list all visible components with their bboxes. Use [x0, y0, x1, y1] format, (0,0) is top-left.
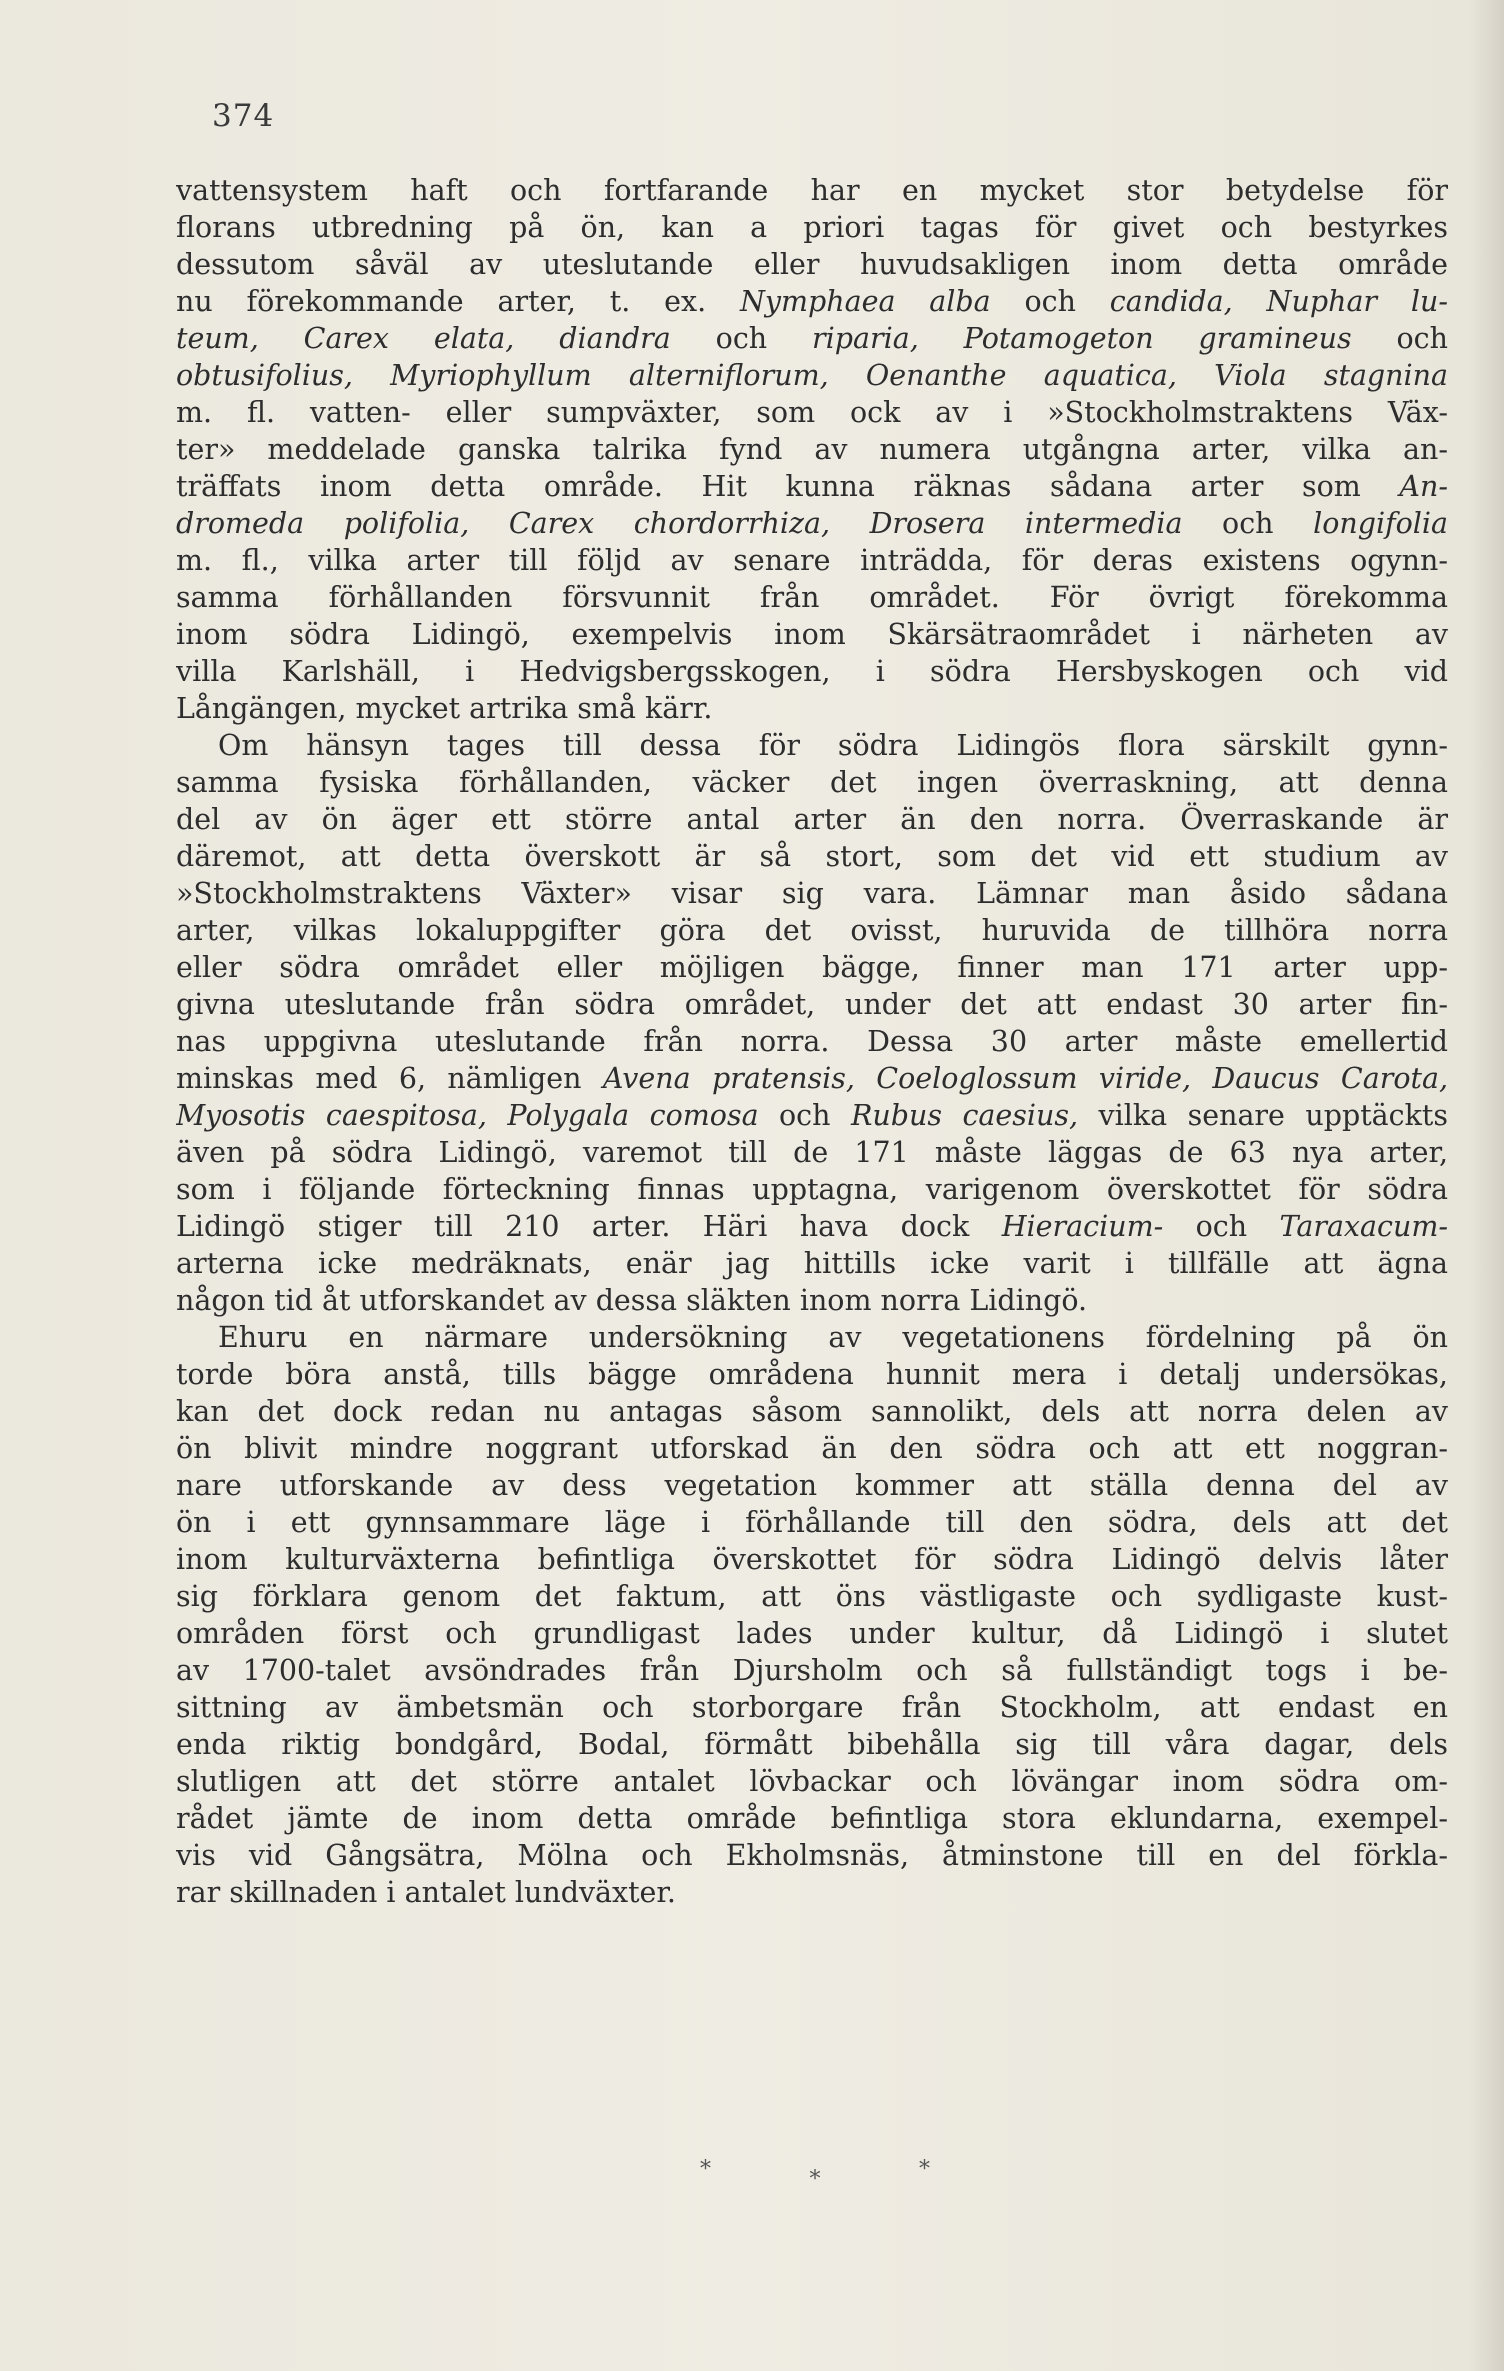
text-line — [176, 912, 1448, 949]
text-segment: även på södra Lidingö, varemot till de 171 måste läggas de 63 nya arter, — [176, 1136, 1448, 1169]
text-line — [176, 1837, 1448, 1874]
text-line — [176, 727, 1448, 764]
text-segment: som i följande förteckning finnas upptagna, varigenom överskottet för södra — [176, 1173, 1448, 1206]
text-segment: kan det dock redan nu antagas såsom sannolikt, dels att norra delen av — [176, 1395, 1448, 1428]
text-line — [176, 172, 1448, 209]
text-segment: Långängen, mycket artrika små kärr. — [176, 692, 713, 725]
text-line — [176, 1319, 1448, 1356]
italic-species-name: obtusifolius, Myriophyllum alterniflorum, Oenanthe aquatica, Viola stagnina — [176, 359, 1448, 392]
italic-species-name: Rubus caesius, — [850, 1099, 1079, 1132]
text-segment: nas uppgivna uteslutande från norra. Dessa 30 arter måste emellertid — [176, 1025, 1448, 1058]
text-line — [176, 1134, 1448, 1171]
text-segment: nu förekommande arter, t. ex. — [176, 285, 740, 318]
text-segment: sittning av ämbetsmän och storborgare från Stockholm, att endast en — [176, 1691, 1448, 1724]
text-segment: dessutom såväl av uteslutande eller huvudsakligen inom detta område — [176, 248, 1448, 281]
text-segment: enda riktig bondgård, Bodal, förmått bibehålla sig till våra dagar, dels — [176, 1728, 1448, 1761]
text-line — [176, 1541, 1448, 1578]
text-line — [176, 875, 1448, 912]
text-segment: sig förklara genom det faktum, att öns västligaste och sydligaste kust- — [176, 1580, 1448, 1613]
text-segment: vis vid Gångsätra, Mölna och Ekholmsnäs, åtminstone till en del förkla- — [176, 1839, 1448, 1872]
text-line — [176, 764, 1448, 801]
text-segment: och — [1163, 1210, 1280, 1243]
text-segment: träffats inom detta område. Hit kunna räknas sådana arter som — [176, 470, 1400, 503]
text-segment: av 1700-talet avsöndrades från Djursholm och så fullständigt togs i be- — [176, 1654, 1448, 1687]
text-line — [176, 1282, 1448, 1319]
text-segment: eller södra området eller möjligen bägge, finner man 171 arter upp- — [176, 951, 1448, 984]
text-line — [176, 1245, 1448, 1282]
text-line — [176, 1097, 1448, 1134]
text-line — [176, 1430, 1448, 1467]
text-line — [176, 949, 1448, 986]
text-segment: och — [1182, 507, 1314, 540]
italic-species-name: dromeda polifolia, Carex chordorrhiza, Drosera intermedia — [176, 507, 1183, 540]
text-line — [176, 1393, 1448, 1430]
text-segment: slutligen att det större antalet lövbackar och lövängar inom södra om- — [176, 1765, 1448, 1798]
text-segment: florans utbredning på ön, kan a priori tagas för givet och bestyrkes — [176, 211, 1448, 244]
text-segment: Lidingö stiger till 210 arter. Häri hava dock — [176, 1210, 1002, 1243]
text-segment: rådet jämte de inom detta område befintliga stora eklundarna, exempel- — [176, 1802, 1448, 1835]
text-line — [176, 542, 1448, 579]
text-segment: m. fl., vilka arter till följd av senare inträdda, för deras existens ogynn- — [176, 544, 1448, 577]
divider-star: * — [809, 2167, 821, 2192]
text-line — [176, 1800, 1448, 1837]
text-line — [176, 653, 1448, 690]
text-segment: ter» meddelade ganska talrika fynd av numera utgångna arter, vilka an- — [176, 433, 1448, 466]
text-line — [176, 1171, 1448, 1208]
text-line — [176, 579, 1448, 616]
text-line — [176, 394, 1448, 431]
text-segment: och — [670, 322, 813, 355]
italic-species-name: Myosotis caespitosa, Polygala comosa — [176, 1099, 759, 1132]
text-line — [176, 1763, 1448, 1800]
text-line — [176, 1652, 1448, 1689]
text-line — [176, 431, 1448, 468]
italic-species-name: Nymphaea alba — [739, 285, 991, 318]
body-text — [176, 172, 1448, 1911]
text-line — [176, 1689, 1448, 1726]
text-line — [176, 801, 1448, 838]
italic-species-name: An- — [1399, 470, 1448, 503]
text-segment: däremot, att detta överskott är så stort, som det vid ett studium av — [176, 840, 1448, 873]
text-line — [176, 1578, 1448, 1615]
text-line — [176, 838, 1448, 875]
text-line — [176, 209, 1448, 246]
text-segment: inom kulturväxterna befintliga överskottet för södra Lidingö delvis låter — [176, 1543, 1448, 1576]
text-line — [176, 505, 1448, 542]
text-segment: nare utforskande av dess vegetation kommer att ställa denna del av — [176, 1469, 1448, 1502]
text-segment: samma förhållanden försvunnit från området. För övrigt förekomma — [176, 581, 1448, 614]
text-segment: inom södra Lidingö, exempelvis inom Skärsätraområdet i närheten av — [176, 618, 1448, 651]
text-line — [176, 357, 1448, 394]
text-line — [176, 986, 1448, 1023]
text-line — [176, 1060, 1448, 1097]
text-segment: och — [758, 1099, 851, 1132]
italic-species-name: teum, Carex elata, diandra — [176, 322, 671, 355]
page-number: 374 — [212, 98, 275, 134]
text-segment: ön i ett gynnsammare läge i förhållande till den södra, dels att det — [176, 1506, 1448, 1539]
divider-star: * — [919, 2157, 930, 2182]
text-segment: torde böra anstå, tills bägge områdena hunnit mera i detalj undersökas, — [176, 1358, 1448, 1391]
text-line — [176, 616, 1448, 653]
text-segment: och — [990, 285, 1110, 318]
text-line — [176, 1504, 1448, 1541]
text-segment: områden först och grundligast lades under kultur, då Lidingö i slutet — [176, 1617, 1448, 1650]
text-line — [176, 1874, 1448, 1911]
text-segment: Om hänsyn tages till dessa för södra Lidingös flora särskilt gynn- — [218, 729, 1448, 762]
text-segment: ön blivit mindre noggrant utforskad än den södra och att ett noggran- — [176, 1432, 1448, 1465]
text-segment: och — [1351, 322, 1448, 355]
text-segment: någon tid åt utforskandet av dessa släkten inom norra Lidingö. — [176, 1284, 1088, 1317]
italic-species-name: Avena pratensis, Coeloglossum viride, Daucus Carota, — [602, 1062, 1448, 1095]
text-segment: rar skillnaden i antalet lundväxter. — [176, 1876, 676, 1909]
text-segment: arter, vilkas lokaluppgifter göra det ovisst, huruvida de tillhöra norra — [176, 914, 1448, 947]
text-segment: villa Karlshäll, i Hedvigsbergsskogen, i södra Hersbyskogen och vid — [176, 655, 1448, 688]
text-line — [176, 1615, 1448, 1652]
text-segment: samma fysiska förhållanden, väcker det ingen överraskning, att denna — [176, 766, 1448, 799]
text-segment: del av ön äger ett större antal arter än den norra. Överraskande är — [176, 803, 1448, 836]
text-line — [176, 1467, 1448, 1504]
text-segment: vilka senare upptäckts — [1078, 1099, 1448, 1132]
section-divider — [700, 2157, 930, 2192]
text-segment: »Stockholmstraktens Växter» visar sig vara. Lämnar man åsido sådana — [176, 877, 1448, 910]
italic-species-name: Taraxacum- — [1279, 1210, 1448, 1243]
text-line — [176, 1208, 1448, 1245]
text-line — [176, 1726, 1448, 1763]
divider-star: * — [700, 2157, 711, 2182]
text-segment: givna uteslutande från södra området, under det att endast 30 arter fin- — [176, 988, 1448, 1021]
text-segment: arterna icke medräknats, enär jag hittills icke varit i tillfälle att ägna — [176, 1247, 1448, 1280]
text-line — [176, 1356, 1448, 1393]
italic-species-name: candida, Nuphar lu- — [1109, 285, 1448, 318]
italic-species-name: longifolia — [1313, 507, 1448, 540]
text-line — [176, 246, 1448, 283]
text-segment: m. fl. vatten- eller sumpväxter, som ock av i »Stockholmstraktens Väx- — [176, 396, 1448, 429]
text-line — [176, 320, 1448, 357]
text-line — [176, 1023, 1448, 1060]
italic-species-name: Hieracium- — [1001, 1210, 1164, 1243]
text-line — [176, 283, 1448, 320]
text-segment: vattensystem haft och fortfarande har en mycket stor betydelse för — [176, 174, 1448, 207]
italic-species-name: riparia, Potamogeton gramineus — [812, 322, 1352, 355]
text-segment: Ehuru en närmare undersökning av vegetationens fördelning på ön — [218, 1321, 1448, 1354]
text-line — [176, 690, 1448, 727]
text-line — [176, 468, 1448, 505]
text-segment: minskas med 6, nämligen — [176, 1062, 603, 1095]
